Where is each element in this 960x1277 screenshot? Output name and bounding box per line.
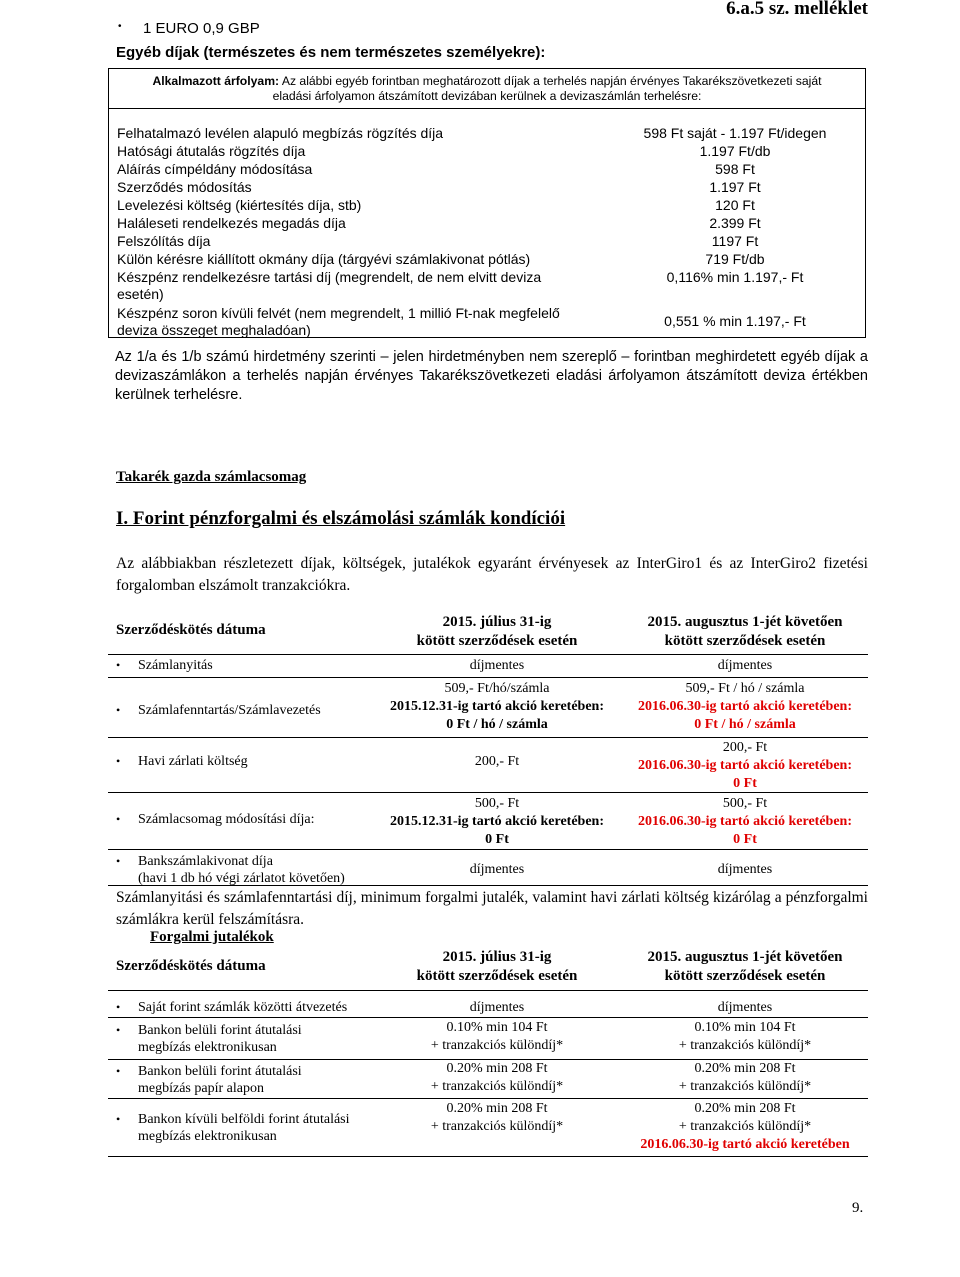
cell-col2 bbox=[625, 1019, 865, 1055]
table2-header-label: Szerződéskötés dátuma bbox=[116, 958, 266, 974]
cell-line: 0 Ft / hó / számla bbox=[694, 717, 796, 732]
cell-line: díjmentes bbox=[717, 658, 773, 673]
row-label-line: Bankon belüli forint átutalási bbox=[138, 1023, 302, 1038]
cell-line: + tranzakciós különdíj* bbox=[678, 1119, 812, 1134]
forgalmi-title: Forgalmi jutalékok bbox=[150, 929, 274, 945]
rate-note-line2: eladási árfolyamon átszámított devizában kerülnek a devizaszámlán terhelésre: bbox=[272, 89, 702, 103]
fee-name: Külön kérésre kiállított okmány díja (tárgyévi számlakivonat pótlás) bbox=[117, 251, 531, 267]
fee-name: Készpénz soron kívüli felvét (nem megrendelt, 1 millió Ft-nak megfelelő deviza összeget meghaladóan) bbox=[117, 305, 560, 338]
bullet: • bbox=[116, 658, 121, 672]
cell-line: 2015.12.31-ig tartó akció keretében: bbox=[390, 814, 604, 829]
row-label-line: Számlacsomag módosítási díja: bbox=[138, 812, 315, 827]
cell-col2 bbox=[625, 680, 865, 734]
cell-line: 509,- Ft/hó/számla bbox=[444, 681, 550, 696]
fee-name: Készpénz rendelkezésre tartási díj (megrendelt, de nem elvitt deviza esetén) bbox=[117, 269, 542, 302]
fee-name: Haláleseti rendelkezés megadás díja bbox=[117, 215, 346, 231]
fee-name: Felszólítás díja bbox=[117, 233, 211, 249]
fee-name: Szerződés módosítás bbox=[117, 179, 252, 195]
row-label bbox=[138, 657, 213, 674]
cell-line: 500,- Ft bbox=[474, 796, 520, 811]
divider bbox=[108, 990, 868, 991]
row-label bbox=[138, 1063, 302, 1097]
col-header-line: kötött szerződések esetén bbox=[416, 968, 578, 984]
table1-header-label: Szerződéskötés dátuma bbox=[116, 622, 266, 638]
cell-line: díjmentes bbox=[469, 862, 525, 877]
fx-conversion-paragraph: Az 1/a és 1/b számú hirdetmény szerinti – jelen hirdetményben nem szereplő – forintban meghirdetett egyéb díjak a devizaszámlákon a terhelés napján érvényes Takarékszövetkezeti eladási árfolyamon átszámított deviza értékben kerülnek terhelésre. bbox=[115, 349, 868, 403]
table1-col1-header bbox=[387, 613, 607, 651]
col-header-line: kötött szerződések esetén bbox=[664, 968, 826, 984]
divider bbox=[108, 885, 868, 886]
fee-value: 120 Ft bbox=[715, 197, 755, 213]
row-label-line: megbízás elektronikusan bbox=[138, 1129, 277, 1144]
row-label bbox=[138, 702, 321, 719]
cell-line: 2016.06.30-ig tartó akció keretében: bbox=[638, 699, 852, 714]
bullet: • bbox=[116, 812, 121, 826]
fee-value: 0,116% min 1.197,- Ft bbox=[666, 269, 804, 285]
fee-name: Felhatalmazó levélen alapuló megbízás rögzítés díja bbox=[117, 125, 444, 141]
cell-col2 bbox=[625, 657, 865, 675]
cell-col1 bbox=[387, 680, 607, 734]
row-label-line: (havi 1 db hó végi zárlatot követően) bbox=[138, 871, 345, 886]
bullet: • bbox=[118, 21, 122, 32]
cell-line: díjmentes bbox=[469, 658, 525, 673]
exchange-rate-note bbox=[109, 69, 865, 109]
cell-line: + tranzakciós különdíj* bbox=[678, 1038, 812, 1053]
intro-text: Az alábbiakban részletezett díjak, költségek, jutalékok egyaránt érvényesek az InterGiro1 és az InterGiro2 fizetési forgalomban elszámolt tranzakciókra. bbox=[116, 555, 868, 594]
cell-line: + tranzakciós különdíj* bbox=[430, 1038, 564, 1053]
cell-col2 bbox=[625, 861, 865, 879]
fee-value: 0,551 % min 1.197,- Ft bbox=[664, 313, 806, 329]
cell-col1 bbox=[387, 1100, 607, 1136]
bullet: • bbox=[116, 854, 121, 868]
cell-line: díjmentes bbox=[717, 1000, 773, 1015]
cell-line: 0.20% min 208 Ft bbox=[694, 1101, 796, 1116]
cell-line: 0 Ft bbox=[733, 776, 757, 791]
divider bbox=[108, 737, 868, 738]
col-header-line: 2015. július 31-ig bbox=[442, 614, 552, 630]
row-label-line: megbízás papír alapon bbox=[138, 1081, 264, 1096]
row-label bbox=[138, 999, 347, 1016]
row-label-line: Számlanyitás bbox=[138, 658, 213, 673]
cell-line: 0.20% min 208 Ft bbox=[446, 1101, 548, 1116]
col-header-line: kötött szerződések esetén bbox=[416, 633, 578, 649]
col-header-line: 2015. július 31-ig bbox=[442, 949, 552, 965]
cell-line: 500,- Ft bbox=[722, 796, 768, 811]
fee-name: Aláírás címpéldány módosítása bbox=[117, 161, 313, 177]
rate-note-label: Alkalmazott árfolyam: bbox=[152, 74, 280, 88]
rate-note-line1: Az alábbi egyéb forintban meghatározott díjak a terhelés napján érvényes Takarékszövetkezeti saját bbox=[281, 74, 822, 88]
cell-line: 0.10% min 104 Ft bbox=[694, 1020, 796, 1035]
table1-col2-header bbox=[625, 613, 865, 651]
row-label-line: Saját forint számlák közötti átvezetés bbox=[138, 1000, 348, 1015]
section-title: I. Forint pénzforgalmi és elszámolási számlák kondíciói bbox=[116, 508, 566, 529]
cell-line: 0.20% min 208 Ft bbox=[694, 1061, 796, 1076]
row-label-line: Bankon kívüli belföldi forint átutalási bbox=[138, 1112, 350, 1127]
divider bbox=[108, 849, 868, 850]
cell-col2 bbox=[625, 999, 865, 1017]
bullet: • bbox=[116, 1000, 121, 1014]
divider bbox=[108, 1017, 868, 1018]
col-header-line: 2015. augusztus 1-jét követően bbox=[647, 614, 843, 630]
euro-rate-line: 1 EURO 0,9 GBP bbox=[143, 20, 260, 37]
divider bbox=[108, 677, 868, 678]
cell-line: 2015.12.31-ig tartó akció keretében: bbox=[390, 699, 604, 714]
cell-line: 2016.06.30-ig tartó akció keretében: bbox=[638, 758, 852, 773]
row-label-line: Bankszámlakivonat díja bbox=[138, 854, 273, 869]
table2-col1-header bbox=[387, 948, 607, 986]
row-label bbox=[138, 811, 315, 828]
row-label-line: Számlafenntartás/Számlavezetés bbox=[138, 703, 321, 718]
cell-col1 bbox=[387, 657, 607, 675]
fee-value: 598 Ft saját - 1.197 Ft/idegen bbox=[643, 125, 827, 141]
cell-line: 2016.06.30-ig tartó akció keretében: bbox=[638, 814, 852, 829]
divider bbox=[108, 654, 868, 655]
divider bbox=[108, 792, 868, 793]
fee-name: Hatósági átutalás rögzítés díja bbox=[117, 143, 306, 159]
package-title: Takarék gazda számlacsomag bbox=[116, 469, 307, 485]
cell-line: + tranzakciós különdíj* bbox=[430, 1079, 564, 1094]
cell-line: 2016.06.30-ig tartó akció keretében bbox=[640, 1137, 850, 1152]
cell-line: 0 Ft / hó / számla bbox=[446, 717, 548, 732]
cell-col1 bbox=[387, 1060, 607, 1096]
cell-line: + tranzakciós különdíj* bbox=[430, 1119, 564, 1134]
cell-line: 509,- Ft / hó / számla bbox=[685, 681, 805, 696]
divider bbox=[108, 1098, 868, 1099]
cell-col1 bbox=[387, 861, 607, 879]
cell-line: 0 Ft bbox=[485, 832, 509, 847]
cell-line: 0.10% min 104 Ft bbox=[446, 1020, 548, 1035]
summary-text: Számlanyitási és számlafenntartási díj, minimum forgalmi jutalék, valamint havi zárlati költség kizárólag a pénzforgalmi számlákra kerül felszámításra. bbox=[116, 889, 868, 928]
row-label-line: megbízás elektronikusan bbox=[138, 1040, 277, 1055]
annex-label: 6.a.5 sz. melléklet bbox=[726, 0, 868, 19]
cell-col1 bbox=[387, 999, 607, 1017]
fee-value: 719 Ft/db bbox=[705, 251, 765, 267]
cell-line: 200,- Ft bbox=[474, 754, 520, 769]
cell-line: díjmentes bbox=[469, 1000, 525, 1015]
cell-line: 0 Ft bbox=[733, 832, 757, 847]
table2-col2-header bbox=[625, 948, 865, 986]
row-label bbox=[138, 853, 345, 887]
cell-line: 0.20% min 208 Ft bbox=[446, 1061, 548, 1076]
cell-col2 bbox=[625, 1100, 865, 1154]
bullet: • bbox=[116, 703, 121, 717]
cell-line: + tranzakciós különdíj* bbox=[678, 1079, 812, 1094]
cell-col2 bbox=[625, 1060, 865, 1096]
page-number: 9. bbox=[852, 1200, 864, 1216]
bullet: • bbox=[116, 754, 121, 768]
fee-value: 1197 Ft bbox=[711, 233, 759, 249]
bullet: • bbox=[116, 1023, 121, 1037]
fee-table bbox=[108, 68, 866, 338]
cell-line: díjmentes bbox=[717, 862, 773, 877]
cell-line: 200,- Ft bbox=[722, 740, 768, 755]
fee-value: 598 Ft bbox=[715, 161, 755, 177]
col-header-line: 2015. augusztus 1-jét követően bbox=[647, 949, 843, 965]
cell-col1 bbox=[387, 753, 607, 771]
fee-value: 1.197 Ft/db bbox=[699, 143, 771, 159]
cell-col2 bbox=[625, 739, 865, 793]
row-label bbox=[138, 1111, 350, 1145]
fee-name: Levelezési költség (kiértesítés díja, stb) bbox=[117, 197, 362, 213]
other-fees-heading: Egyéb díjak (természetes és nem természetes személyekre): bbox=[116, 44, 546, 61]
row-label-line: Bankon belüli forint átutalási bbox=[138, 1064, 302, 1079]
fee-value: 1.197 Ft bbox=[709, 179, 761, 195]
row-label bbox=[138, 1022, 302, 1056]
divider bbox=[108, 1156, 868, 1157]
cell-col1 bbox=[387, 1019, 607, 1055]
row-label bbox=[138, 753, 248, 770]
fee-value: 2.399 Ft bbox=[709, 215, 761, 231]
bullet: • bbox=[116, 1064, 121, 1078]
cell-col1 bbox=[387, 795, 607, 849]
bullet: • bbox=[116, 1112, 121, 1126]
row-label-line: Havi zárlati költség bbox=[138, 754, 248, 769]
cell-col2 bbox=[625, 795, 865, 849]
col-header-line: kötött szerződések esetén bbox=[664, 633, 826, 649]
